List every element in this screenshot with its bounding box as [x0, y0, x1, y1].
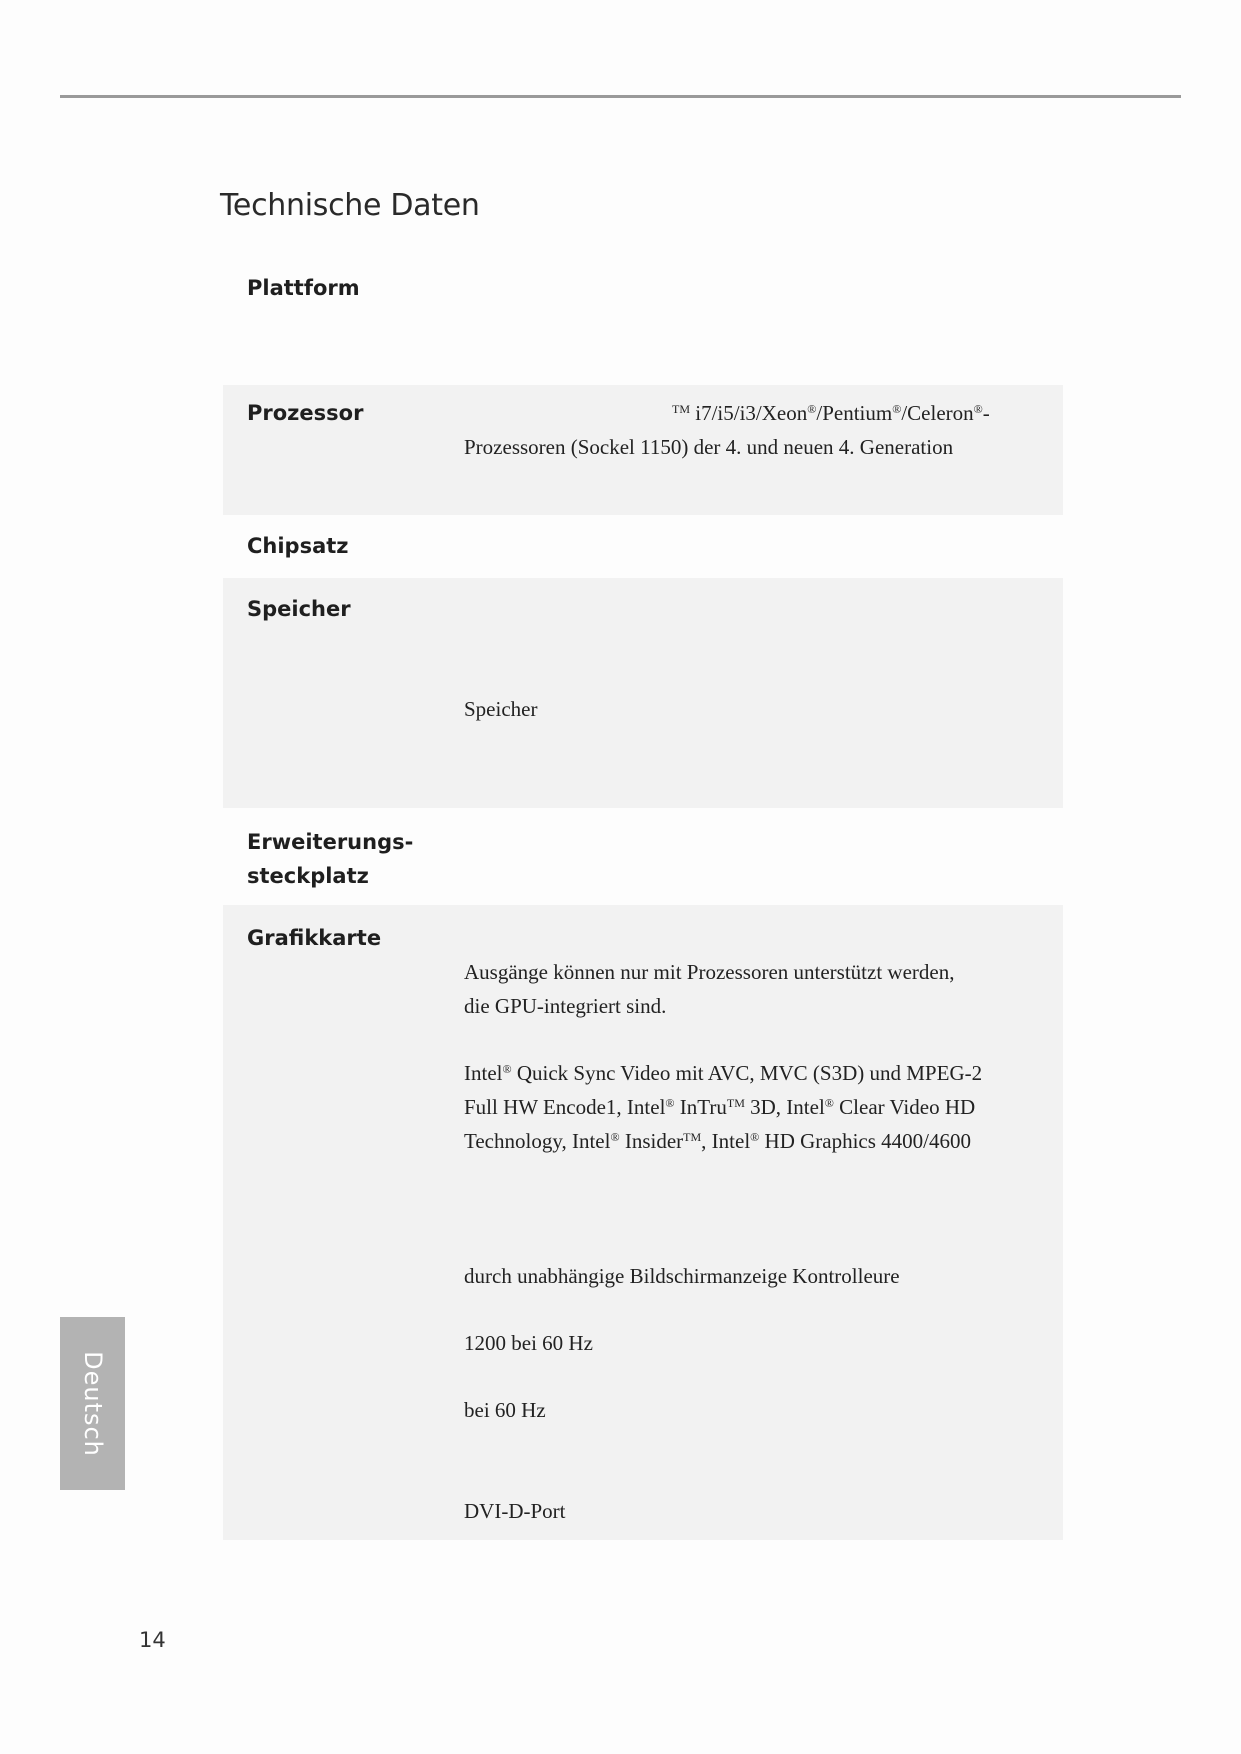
- spec-row-chipset: [223, 515, 1063, 578]
- spec-row-memory: [223, 578, 1063, 808]
- registered-mark: ®: [610, 1130, 620, 1144]
- graphics-feature-line-1: Intel® Quick Sync Video mit AVC, MVC (S3D) und MPEG-2: [464, 1061, 983, 1085]
- graphics-dual-display-line: durch unabhängige Bildschirmanzeige Kontrolleure: [464, 1264, 900, 1288]
- memory-line-1: Speicher: [464, 697, 538, 721]
- graphics-dvi-line: DVI-D-Port: [464, 1499, 566, 1523]
- registered-mark: ®: [665, 1096, 675, 1110]
- spec-row-platform: [223, 265, 1063, 325]
- spec-row-graphics: [223, 905, 1063, 1540]
- spec-label-expansion-2: steckplatz: [247, 864, 369, 888]
- spec-row-expansion: [223, 808, 1063, 905]
- graphics-resolution-line-2: bei 60 Hz: [464, 1398, 546, 1422]
- registered-mark: ®: [807, 402, 817, 416]
- graphics-line-2: die GPU-integriert sind.: [464, 994, 667, 1018]
- registered-mark: ®: [750, 1130, 760, 1144]
- language-side-tab: [60, 1317, 125, 1490]
- spec-label-processor: Prozessor: [247, 401, 364, 425]
- trademark-mark: TM: [672, 402, 690, 416]
- registered-mark: ®: [824, 1096, 834, 1110]
- registered-mark: ®: [973, 402, 983, 416]
- graphics-line-1: Ausgänge können nur mit Prozessoren unterstützt werden,: [464, 960, 955, 984]
- spec-label-platform: Plattform: [247, 276, 360, 300]
- processor-line-1: ™ i7/i5/i3/Xeon®/Pentium®/Celeron®-: [672, 401, 990, 425]
- spec-label-expansion-1: Erweiterungs-: [247, 830, 414, 854]
- spec-row-processor: [223, 385, 1063, 515]
- graphics-feature-line-3: Technology, Intel® Insider™, Intel® HD Graphics 4400/4600: [464, 1129, 972, 1153]
- spec-label-memory: Speicher: [247, 597, 351, 621]
- spec-label-chipset: Chipsatz: [247, 534, 349, 558]
- top-rule: [60, 95, 1181, 98]
- language-side-tab-label: Deutsch: [78, 1350, 107, 1457]
- graphics-resolution-line-1: 1200 bei 60 Hz: [464, 1331, 593, 1355]
- registered-mark: ®: [892, 402, 902, 416]
- page-title: Technische Daten: [220, 188, 480, 223]
- trademark-mark: TM: [683, 1130, 702, 1144]
- spec-label-graphics: Grafikkarte: [247, 926, 382, 950]
- page-number: 14: [139, 1628, 166, 1652]
- processor-line-2: Prozessoren (Sockel 1150) der 4. und neuen 4. Generation: [464, 435, 954, 459]
- registered-mark: ®: [502, 1062, 512, 1076]
- graphics-feature-line-2: Full HW Encode1, Intel® InTru™ 3D, Intel® Clear Video HD: [464, 1095, 976, 1119]
- trademark-mark: TM: [726, 1096, 745, 1110]
